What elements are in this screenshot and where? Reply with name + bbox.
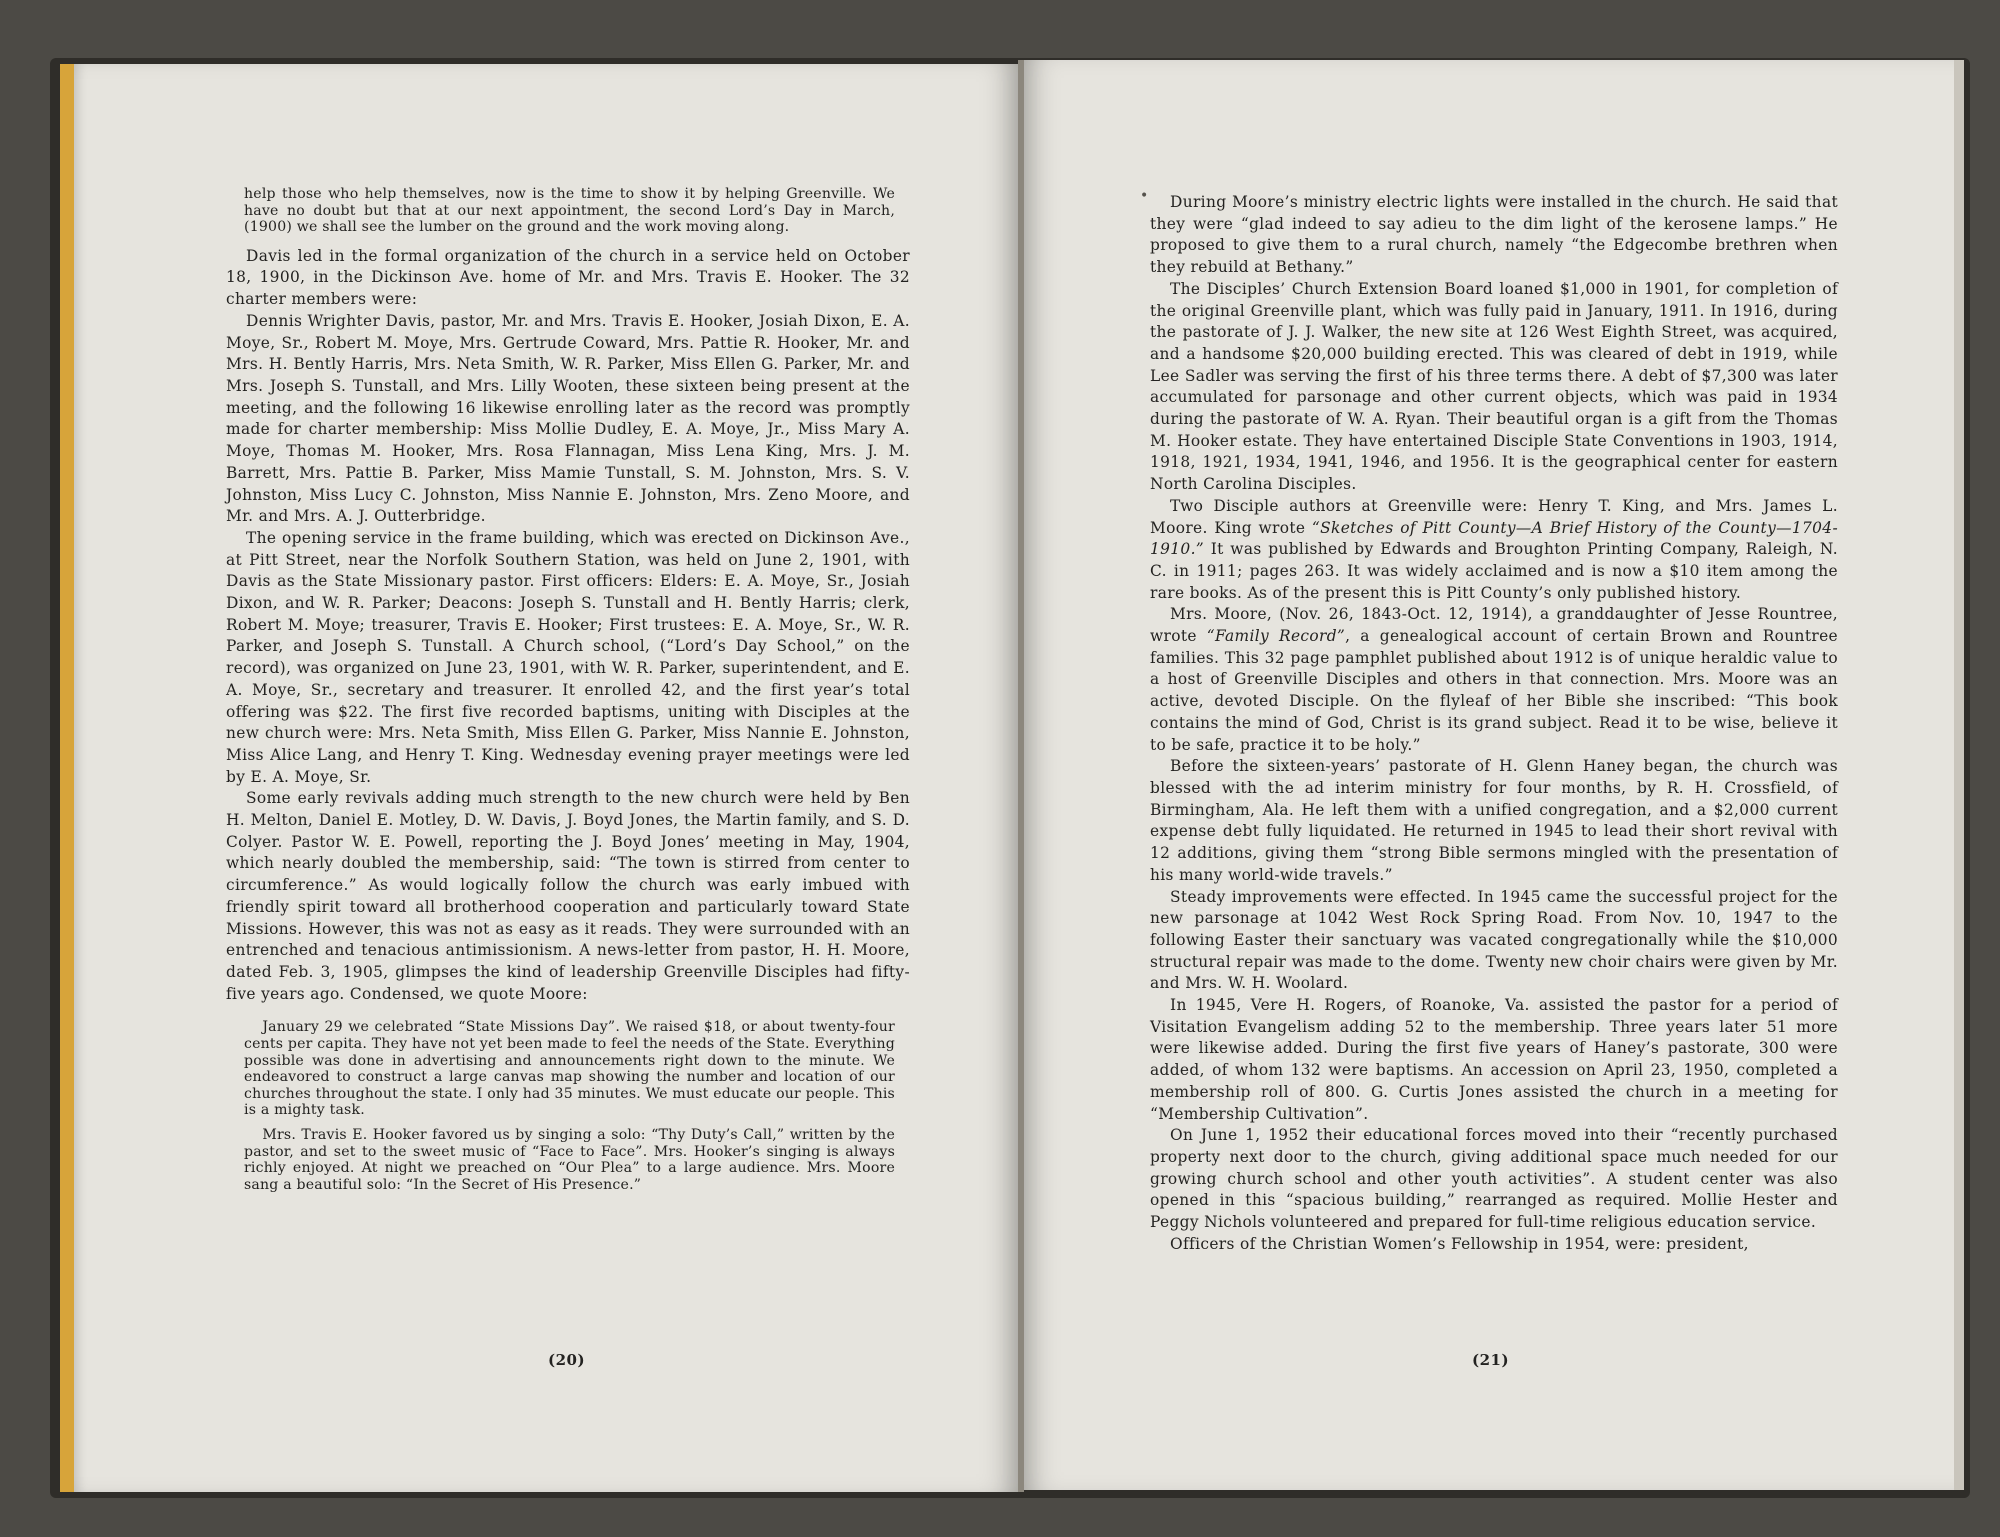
paragraph: The opening service in the frame building, which was erected on Dickinson Ave., at Pitt Street, near the Norfolk Southern Station, was held on June 2, 1901, with Davis as the State Missionary pastor. First officers: Elders: E. A. Moye, Sr., Josiah Dixon, and W. R. Parker; Deacons: Joseph S. Tunstall and H. Bently Harris; clerk, Robert M. Moye; treasurer, Travis E. Hooker; First trustees: E. A. Moye, Sr., W. R. Parker, and Joseph S. Tunstall. A Church school, (“Lord’s Day School,” on the record), was organized on June 23, 1901, with W. R. Parker, superintendent, and E. A. Moye, Sr., secretary and treasurer. It enrolled 42, and the first year’s total offering was $22. The first five recorded baptisms, uniting with Disciples at the new church were: Mrs. Neta Smith, Miss Ellen G. Parker, Miss Nannie E. Johnston, Miss Alice Lang, and Henry T. King. Wednesday evening prayer meetings were led by E. A. Moye, Sr. [226,528,910,786]
paragraph: Dennis Wrighter Davis, pastor, Mr. and Mrs. Travis E. Hooker, Josiah Dixon, E. A. Moye, Sr., Robert M. Moye, Mrs. Gertrude Coward, Mrs. Pattie R. Hooker, Mr. and Mrs. H. Bently Harris, Mrs. Neta Smith, W. R. Parker, Miss Ellen G. Parker, Mr. and Mrs. Joseph S. Tunstall, and Mrs. Lilly Wooten, these sixteen being present at the meeting, and the following 16 likewise enrolling later as the record was promptly made for charter membership: Miss Mollie Dudley, E. A. Moye, Jr., Miss Mary A. Moye, Thomas M. Hooker, Mrs. Rosa Flannagan, Miss Lena King, Mrs. J. M. Barrett, Mrs. Pattie B. Parker, Miss Mamie Tunstall, S. M. Johnston, Mrs. S. V. Johnston, Miss Lucy C. Johnston, Miss Nannie E. Johnston, Mrs. Zeno Moore, and Mr. and Mrs. A. J. Outterbridge. [226,311,910,526]
book-gutter [1018,60,1024,1492]
block-quote-moore [244,1019,895,1193]
block-quote-top [244,186,895,236]
paragraph: In 1945, Vere H. Rogers, of Roanoke, Va. assisted the pastor for a period of Visitation Evangelism adding 52 to the membership. Three years later 51 more were likewise added. During the first five years of Haney’s pastorate, 300 were added, of whom 132 were baptisms. An accession on April 23, 1950, completed a membership roll of 800. G. Curtis Jones assisted the church in a meeting for “Membership Cultivation”. [1150,996,1838,1123]
text-run: It was published by Edwards and Broughton Printing Company, Raleigh, N. C. in 1911; pages 263. It was widely acclaimed and is now a $10 item among the rare books. As of the present this is Pitt County’s only published history. [1150,540,1838,602]
page-number-right: (21) [1472,1351,1510,1369]
paragraph: Steady improvements were effected. In 1945 came the successful project for the new parsonage at 1042 West Rock Spring Road. From Nov. 10, 1947 to the following Easter their sanctuary was vacated congregationally while the $10,000 structural repair was made to the dome. Twenty new choir chairs were given by Mr. and Mrs. W. H. Woolard. [1150,887,1838,993]
margin-mark: • [1140,188,1149,204]
paragraph: Officers of the Christian Women’s Fellowship in 1954, were: president, [1170,1234,1749,1253]
paragraph-moore [1150,604,1838,756]
text-run: Mrs. Moore, (Nov. 26, 1843-Oct. 12, 1914), a granddaughter of Jesse Rountree, wrote [1150,605,1838,646]
paragraph: During Moore’s ministry electric lights were installed in the church. He said that they were “glad indeed to say adieu to the dim light of the kerosene lamps.” He proposed to give them to a rural church, namely “the Edgecombe brethren when they rebuild at Bethany.” [1150,193,1838,277]
paragraph: Before the sixteen-years’ pastorate of H. Glenn Haney began, the church was blessed with the ad interim ministry for four months, by R. H. Crossfield, of Birmingham, Ala. He left them with a unified congregation, and a $2,000 current expense debt fully liquidated. He returned in 1945 to lead their short revival with 12 additions, giving them “strong Bible sermons mingled with the presentation of his many world-wide travels.” [1150,757,1838,884]
paragraph: Some early revivals adding much strength to the new church were held by Ben H. Melton, Daniel E. Motley, D. W. Davis, J. Boyd Jones, the Martin family, and S. D. Colyer. Pastor W. E. Powell, reporting the J. Boyd Jones’ meeting in May, 1904, which nearly doubled the membership, said: “The town is stirred from center to circumference.” As would logically follow the church was early imbued with friendly spirit toward all brotherhood cooperation and particularly toward State Missions. However, this was not as easy as it reads. They were surrounded with an entrenched and tenacious antimissionism. A news-letter from pastor, H. H. Moore, dated Feb. 3, 1905, glimpses the kind of leadership Greenville Disciples had fifty-five years ago. Condensed, we quote Moore: [226,789,910,1003]
paragraph-authors [1150,496,1838,605]
page-number-left: (20) [548,1351,586,1369]
left-page-text [226,186,910,1193]
paragraph: The Disciples’ Church Extension Board loaned $1,000 in 1901, for completion of the original Greenville plant, which was fully paid in January, 1911. In 1916, during the pastorate of J. J. Walker, the new site at 126 West Eighth Street, was acquired, and a handsome $20,000 building erected. This was cleared of debt in 1919, while Lee Sadler was serving the first of his three terms there. A debt of $7,300 was later accumulated for parsonage and other current objects, which was paid in 1934 during the pastorate of W. A. Ryan. Their beautiful organ is a gift from the Thomas M. Hooker estate. They have entertained Disciple State Conventions in 1903, 1914, 1918, 1921, 1934, 1941, 1946, and 1956. It is the geographical center for eastern North Carolina Disciples. [1150,279,1838,494]
book-title: “Sketches of Pitt County—A Brief History of the County—1704-1910.” [1150,518,1838,559]
paragraph: On June 1, 1952 their educational forces moved into their “recently purchased property next door to the church, giving additional space much needed for our growing church school and other youth activities”. A student center was also opened in this “spacious building,” rearranged as required. Mollie Hester and Peggy Nichols volunteered and prepared for full-time religious education service. [1150,1126,1838,1232]
quote-intro: help those who help themselves, now is the time to show it by helping Greenville. We have no doubt but that at our next appointment, the second Lord’s Day in March, (1900) we shall see the lumber on the ground and the work moving along. [244,186,895,236]
book-title: “Family Record” [1206,627,1346,646]
quote-paragraph: Mrs. Travis E. Hooker favored us by singing a solo: “Thy Duty’s Call,” written by the pastor, and set to the sweet music of “Face to Face”. Mrs. Hooker’s singing is always richly enjoyed. At night we preached on “Our Plea” to a large audience. Mrs. Moore sang a beautiful solo: “In the Secret of His Presence.” [244,1126,895,1193]
paragraph: Davis led in the formal organization of the church in a service held on October 18, 1900, in the Dickinson Ave. home of Mr. and Mrs. Travis E. Hooker. The 32 charter members were: [226,246,910,309]
right-page-text [1150,192,1838,1255]
text-run: Two Disciple authors at Greenville were: Henry T. King, and Mrs. James L. Moore. King wrote [1150,496,1838,537]
text-run: , a genealogical account of certain Brown and Rountree families. This 32 page pamphlet published about 1912 is of unique heraldic value to a host of Greenville Disciples and others in that connection. Mrs. Moore was an active, devoted Disciple. On the flyleaf of her Bible she inscribed: “This book contains the mind of God, Christ is its grand subject. Read it to be wise, believe it to be safe, practice it to be holy.” [1150,627,1838,754]
quote-paragraph: January 29 we celebrated “State Missions Day”. We raised $18, or about twenty-four cents per capita. They have not yet been made to feel the needs of the State. Everything possible was done in advertising and announcements right down to the minute. We endeavored to construct a large canvas map showing the number and location of our churches throughout the state. I only had 35 minutes. We must educate our people. This is a mighty task. [244,1019,895,1119]
